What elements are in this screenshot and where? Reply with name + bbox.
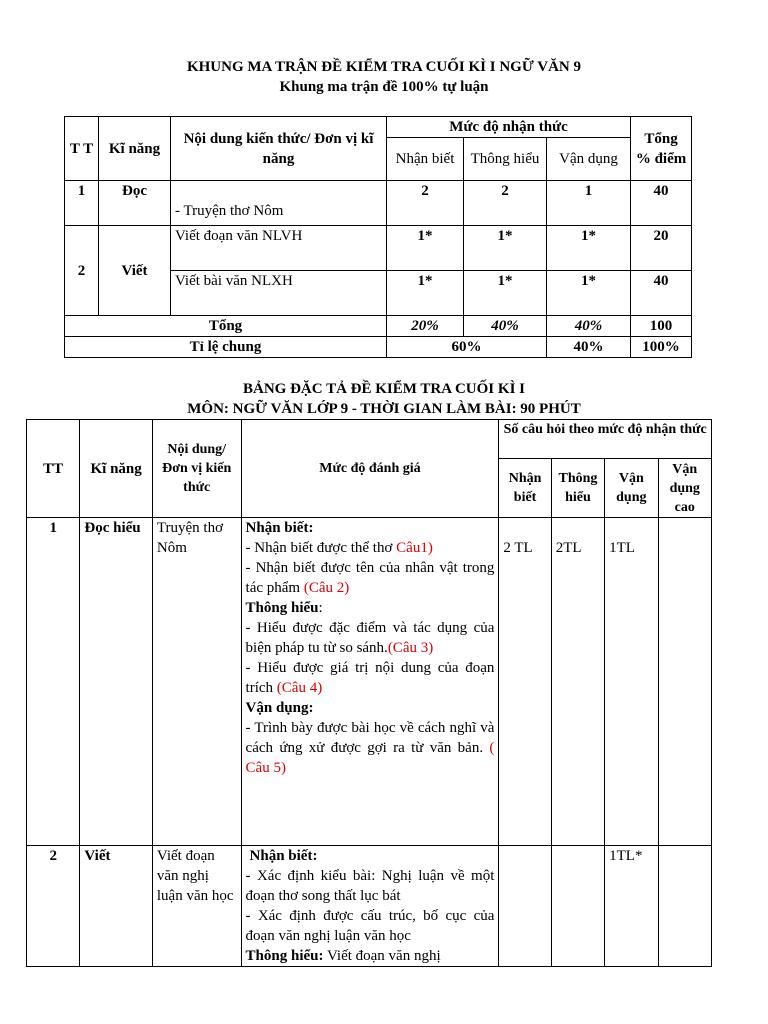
matrix-cell-nb: 1* (387, 226, 464, 271)
matrix-cell-tt: 2 (65, 226, 99, 316)
matrix-subtitle: Khung ma trận đề 100% tự luận (279, 79, 489, 95)
matrix-cell-skill: Đọc (99, 181, 171, 226)
matrix-cell-nb: 2 (387, 181, 464, 226)
spec-header-tt: TT (27, 420, 80, 518)
matrix-cell-content: Viết bài văn NLXH (171, 271, 387, 316)
matrix-header-content: Nội dung kiến thức/ Đơn vị kĩ năng (171, 117, 387, 181)
spec-cell-vdc (658, 518, 711, 846)
matrix-cell-total: 20 (631, 226, 692, 271)
spec-cell-vdc (658, 846, 711, 967)
matrix-ratio-a: 60% (387, 337, 547, 358)
level-item: - Hiểu được giá trị nội dung của đoạn trích (Câu 4) (245, 660, 495, 696)
level-heading-nb: Nhận biết: (245, 520, 314, 536)
matrix-sum-total: 100 (631, 316, 692, 337)
spec-header-vd: Vận dụng (605, 459, 658, 518)
spec-cell-vd: 1TL* (605, 846, 658, 967)
spec-cell-nb (499, 846, 551, 967)
matrix-header-vd: Vận dụng (547, 138, 631, 181)
matrix-cell-th: 1* (464, 271, 547, 316)
spec-header-level: Mức độ đánh giá (241, 420, 499, 518)
matrix-cell-vd: 1* (547, 271, 631, 316)
spec-cell-skill: Viết (80, 846, 153, 967)
level-item: - Xác định được cấu trúc, bố cục của đoạn văn nghị luận văn học (245, 908, 495, 944)
spec-cell-unit: Viết đoạn văn nghị luận văn học (152, 846, 241, 967)
matrix-header-nb: Nhận biết (387, 138, 464, 181)
spec-cell-unit: Truyện thơ Nôm (152, 518, 241, 846)
matrix-ratio-total: 100% (631, 337, 692, 358)
matrix-sum-th: 40% (464, 316, 547, 337)
matrix-header-total: Tổng % điểm (631, 117, 692, 181)
matrix-cell-total: 40 (631, 181, 692, 226)
level-heading-vd: Vận dụng: (245, 700, 314, 716)
matrix-sum-label: Tổng (65, 316, 387, 337)
spec-cell-nb: 2 TL (499, 518, 551, 846)
matrix-cell-nb: 1* (387, 271, 464, 316)
spec-cell-th: 2TL (551, 518, 604, 846)
spec-header-vdc: Vận dụng cao (658, 459, 711, 518)
matrix-cell-content: Viết đoạn văn NLVH (171, 226, 387, 271)
level-item: Thông hiểu: Viết đoạn văn nghị (245, 948, 441, 964)
matrix-ratio-b: 40% (547, 337, 631, 358)
matrix-cell-vd: 1* (547, 226, 631, 271)
matrix-header-th: Thông hiểu (464, 138, 547, 181)
level-heading-nb: Nhận biết: (249, 848, 318, 864)
matrix-cell-vd: 1 (547, 181, 631, 226)
spec-header-skill: Kĩ năng (80, 420, 153, 518)
matrix-cell-skill: Viết (99, 226, 171, 316)
matrix-header-skill: Kĩ năng (99, 117, 171, 181)
spec-cell-level (241, 518, 499, 846)
spec-cell-skill: Đọc hiểu (80, 518, 153, 846)
level-item: - Trình bày được bài học về cách nghĩ và cách ứng xử được gợi ra từ văn bản. ( Câu 5) (245, 720, 495, 776)
matrix-cell-content: - Truyện thơ Nôm (171, 181, 387, 226)
spec-header-th: Thông hiểu (551, 459, 604, 518)
spec-subtitle: MÔN: NGỮ VĂN LỚP 9 - THỜI GIAN LÀM BÀI: 90 PHÚT (187, 401, 581, 417)
spec-table (26, 419, 712, 967)
spec-header-count: Số câu hỏi theo mức độ nhận thức (499, 420, 712, 459)
level-item: - Nhận biết được tên của nhân vật trong tác phẩm (Câu 2) (245, 560, 495, 596)
matrix-title: KHUNG MA TRẬN ĐỀ KIỂM TRA CUỐI KÌ I NGỮ VĂN 9 (186, 59, 582, 75)
level-item: - Hiểu được đặc điểm và tác dụng của biện pháp tu từ so sánh.(Câu 3) (245, 620, 495, 656)
level-heading-th: Thông hiểu: (245, 600, 323, 616)
level-item: - Nhận biết được thể thơ Câu1) (245, 540, 433, 556)
matrix-ratio-label: Tỉ lệ chung (65, 337, 387, 358)
matrix-cell-total: 40 (631, 271, 692, 316)
matrix-table (64, 116, 692, 358)
spec-cell-vd: 1TL (605, 518, 658, 846)
matrix-header-tt: T T (65, 117, 99, 181)
spec-header-nb: Nhận biết (499, 459, 551, 518)
spec-cell-tt: 1 (27, 518, 80, 846)
matrix-sum-vd: 40% (547, 316, 631, 337)
spec-title: BẢNG ĐẶC TẢ ĐỀ KIỂM TRA CUỐI KÌ I (243, 381, 525, 397)
level-item: - Xác định kiểu bài: Nghị luận về một đoạn thơ song thất lục bát (245, 868, 495, 904)
matrix-cell-th: 2 (464, 181, 547, 226)
spec-header-unit: Nội dung/Đơn vị kiến thức (152, 420, 241, 518)
spec-cell-th (551, 846, 604, 967)
spec-cell-tt: 2 (27, 846, 80, 967)
spec-cell-level (241, 846, 499, 967)
matrix-sum-nb: 20% (387, 316, 464, 337)
matrix-cell-tt: 1 (65, 181, 99, 226)
matrix-cell-th: 1* (464, 226, 547, 271)
matrix-header-levels: Mức độ nhận thức (387, 117, 631, 138)
